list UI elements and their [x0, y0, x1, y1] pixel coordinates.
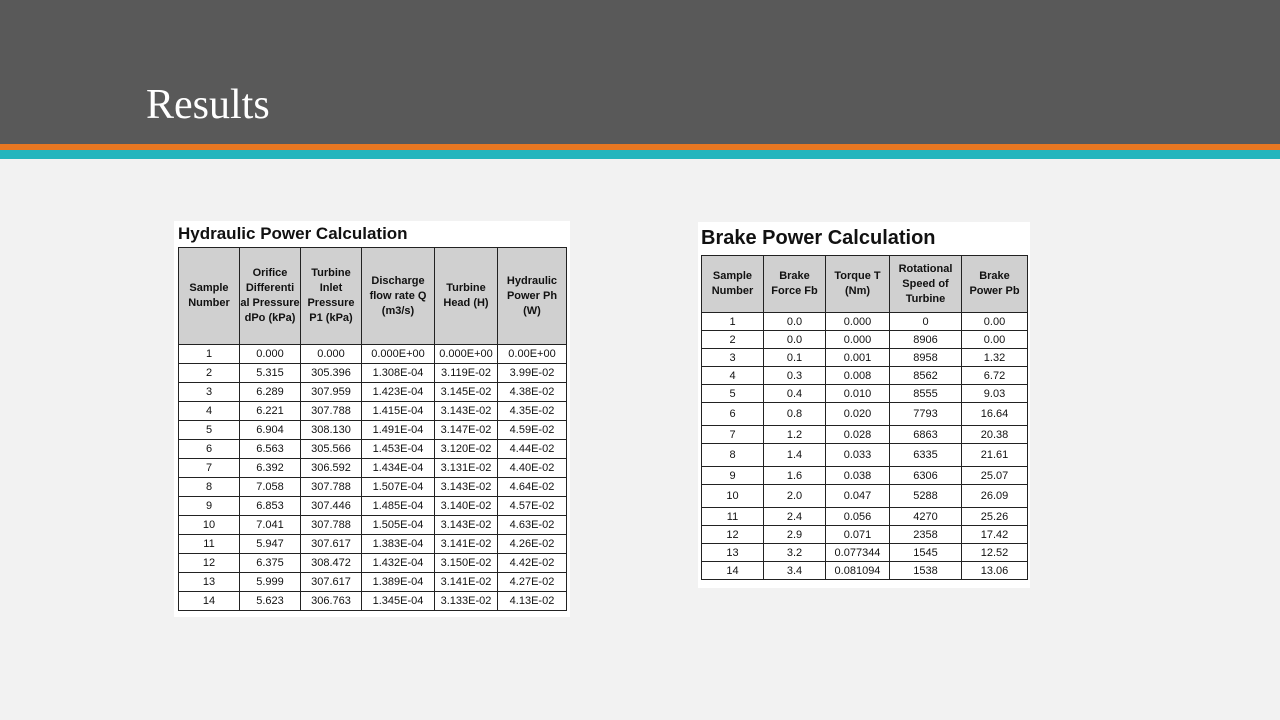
column-header: Brake Force Fb	[764, 256, 826, 313]
column-header: Sample Number	[702, 256, 764, 313]
table-row	[179, 383, 567, 402]
table-row	[179, 497, 567, 516]
table-cell: 306.592	[301, 459, 362, 478]
table-cell: 14	[179, 592, 240, 611]
table-row	[702, 562, 1028, 580]
brake-table-title: Brake Power Calculation	[701, 227, 936, 249]
table-cell: 0.3	[764, 367, 826, 385]
table-cell: 307.446	[301, 497, 362, 516]
table-cell: 0.00	[962, 331, 1028, 349]
table-cell: 1.345E-04	[362, 592, 435, 611]
table-header-row	[179, 248, 567, 345]
table-cell: 308.472	[301, 554, 362, 573]
table-row	[179, 516, 567, 535]
table-cell: 1.308E-04	[362, 364, 435, 383]
table-cell: 4.64E-02	[498, 478, 567, 497]
column-header: Sample Number	[179, 248, 240, 345]
table-row	[702, 544, 1028, 562]
table-cell: 0.001	[826, 349, 890, 367]
table-cell: 3.147E-02	[435, 421, 498, 440]
table-cell: 0.056	[826, 508, 890, 526]
table-cell: 2	[179, 364, 240, 383]
table-cell: 4.26E-02	[498, 535, 567, 554]
table-cell: 2358	[890, 526, 962, 544]
table-cell: 7.058	[240, 478, 301, 497]
table-cell: 0.038	[826, 467, 890, 485]
column-header: Turbine Head (H)	[435, 248, 498, 345]
table-cell: 8	[179, 478, 240, 497]
table-cell: 12	[702, 526, 764, 544]
table-row	[179, 402, 567, 421]
table-cell: 7	[179, 459, 240, 478]
table-cell: 1.485E-04	[362, 497, 435, 516]
table-row	[702, 331, 1028, 349]
column-header: Brake Power Pb	[962, 256, 1028, 313]
table-cell: 4	[702, 367, 764, 385]
table-cell: 21.61	[962, 444, 1028, 467]
table-cell: 6.72	[962, 367, 1028, 385]
table-row	[179, 440, 567, 459]
table-row	[179, 459, 567, 478]
table-cell: 4.40E-02	[498, 459, 567, 478]
table-row	[702, 385, 1028, 403]
table-row	[702, 349, 1028, 367]
table-cell: 1.383E-04	[362, 535, 435, 554]
table-cell: 3	[702, 349, 764, 367]
table-cell: 2.9	[764, 526, 826, 544]
table-row	[702, 485, 1028, 508]
table-row	[702, 403, 1028, 426]
table-cell: 0.000	[826, 313, 890, 331]
table-cell: 0.000E+00	[435, 345, 498, 364]
column-header: Turbine Inlet Pressure P1 (kPa)	[301, 248, 362, 345]
table-cell: 10	[179, 516, 240, 535]
table-header-row	[702, 256, 1028, 313]
table-cell: 5288	[890, 485, 962, 508]
table-cell: 1.6	[764, 467, 826, 485]
table-row	[702, 467, 1028, 485]
table-cell: 0.4	[764, 385, 826, 403]
table-cell: 5.947	[240, 535, 301, 554]
table-cell: 16.64	[962, 403, 1028, 426]
table-cell: 0.0	[764, 313, 826, 331]
table-cell: 4.38E-02	[498, 383, 567, 402]
table-cell: 3.141E-02	[435, 535, 498, 554]
table-cell: 0.000	[240, 345, 301, 364]
table-cell: 5	[702, 385, 764, 403]
table-cell: 3.140E-02	[435, 497, 498, 516]
column-header: Torque T (Nm)	[826, 256, 890, 313]
table-cell: 6.853	[240, 497, 301, 516]
table-cell: 307.788	[301, 478, 362, 497]
table-cell: 3.145E-02	[435, 383, 498, 402]
table-cell: 8906	[890, 331, 962, 349]
table-cell: 1.505E-04	[362, 516, 435, 535]
table-cell: 0.047	[826, 485, 890, 508]
table-cell: 6863	[890, 426, 962, 444]
table-cell: 6.289	[240, 383, 301, 402]
table-cell: 5.623	[240, 592, 301, 611]
table-cell: 11	[702, 508, 764, 526]
table-cell: 4.57E-02	[498, 497, 567, 516]
table-cell: 5.315	[240, 364, 301, 383]
table-cell: 306.763	[301, 592, 362, 611]
table-cell: 9.03	[962, 385, 1028, 403]
slide-title: Results	[146, 82, 270, 128]
table-cell: 3.141E-02	[435, 573, 498, 592]
table-cell: 13	[179, 573, 240, 592]
table-cell: 307.788	[301, 516, 362, 535]
table-cell: 4.63E-02	[498, 516, 567, 535]
table-cell: 0.020	[826, 403, 890, 426]
table-cell: 3.120E-02	[435, 440, 498, 459]
table-cell: 11	[179, 535, 240, 554]
table-cell: 20.38	[962, 426, 1028, 444]
table-cell: 0.00	[962, 313, 1028, 331]
slide-header-bar	[0, 0, 1280, 144]
table-cell: 17.42	[962, 526, 1028, 544]
table-cell: 1.434E-04	[362, 459, 435, 478]
table-cell: 0.0	[764, 331, 826, 349]
hydraulic-power-table	[178, 247, 567, 611]
table-cell: 0.000	[826, 331, 890, 349]
table-cell: 3.2	[764, 544, 826, 562]
table-cell: 5.999	[240, 573, 301, 592]
table-cell: 3.4	[764, 562, 826, 580]
table-cell: 307.617	[301, 535, 362, 554]
table-cell: 0.081094	[826, 562, 890, 580]
table-cell: 4.44E-02	[498, 440, 567, 459]
table-cell: 14	[702, 562, 764, 580]
table-cell: 26.09	[962, 485, 1028, 508]
hydraulic-power-table-image	[174, 221, 570, 617]
table-cell: 6.392	[240, 459, 301, 478]
table-cell: 8958	[890, 349, 962, 367]
table-row	[179, 535, 567, 554]
table-cell: 1.432E-04	[362, 554, 435, 573]
table-cell: 1	[702, 313, 764, 331]
table-cell: 0.033	[826, 444, 890, 467]
column-header: Orifice Differenti al Pressure dPo (kPa)	[240, 248, 301, 345]
table-cell: 25.07	[962, 467, 1028, 485]
table-cell: 9	[702, 467, 764, 485]
table-cell: 13.06	[962, 562, 1028, 580]
table-cell: 0.00E+00	[498, 345, 567, 364]
table-cell: 6	[179, 440, 240, 459]
table-cell: 2	[702, 331, 764, 349]
column-header: Rotational Speed of Turbine	[890, 256, 962, 313]
table-cell: 3.143E-02	[435, 402, 498, 421]
table-cell: 3.143E-02	[435, 516, 498, 535]
table-row	[702, 367, 1028, 385]
table-cell: 6	[702, 403, 764, 426]
table-cell: 6.221	[240, 402, 301, 421]
table-cell: 305.396	[301, 364, 362, 383]
table-cell: 3.99E-02	[498, 364, 567, 383]
table-cell: 0.008	[826, 367, 890, 385]
table-cell: 5	[179, 421, 240, 440]
table-cell: 3.133E-02	[435, 592, 498, 611]
table-cell: 7.041	[240, 516, 301, 535]
table-row	[179, 554, 567, 573]
table-cell: 1.507E-04	[362, 478, 435, 497]
table-cell: 3.131E-02	[435, 459, 498, 478]
table-cell: 3	[179, 383, 240, 402]
table-cell: 0.000E+00	[362, 345, 435, 364]
table-cell: 6.563	[240, 440, 301, 459]
table-cell: 4270	[890, 508, 962, 526]
column-header: Hydraulic Power Ph (W)	[498, 248, 567, 345]
table-row	[702, 444, 1028, 467]
brake-power-table-image	[698, 222, 1030, 588]
table-cell: 1.32	[962, 349, 1028, 367]
table-cell: 6.904	[240, 421, 301, 440]
table-cell: 307.959	[301, 383, 362, 402]
table-row	[179, 421, 567, 440]
table-row	[702, 313, 1028, 331]
table-row	[179, 573, 567, 592]
table-cell: 8562	[890, 367, 962, 385]
table-cell: 25.26	[962, 508, 1028, 526]
table-cell: 0	[890, 313, 962, 331]
table-cell: 1.415E-04	[362, 402, 435, 421]
table-cell: 12.52	[962, 544, 1028, 562]
table-cell: 1.4	[764, 444, 826, 467]
table-row	[179, 364, 567, 383]
table-row	[702, 526, 1028, 544]
table-cell: 1.423E-04	[362, 383, 435, 402]
table-cell: 4.42E-02	[498, 554, 567, 573]
table-cell: 1.491E-04	[362, 421, 435, 440]
hydraulic-table-title: Hydraulic Power Calculation	[178, 224, 408, 243]
table-cell: 6.375	[240, 554, 301, 573]
table-cell: 10	[702, 485, 764, 508]
table-row	[179, 345, 567, 364]
table-cell: 0.010	[826, 385, 890, 403]
table-cell: 1545	[890, 544, 962, 562]
table-cell: 0.1	[764, 349, 826, 367]
table-row	[702, 426, 1028, 444]
table-cell: 307.788	[301, 402, 362, 421]
table-cell: 12	[179, 554, 240, 573]
table-cell: 1	[179, 345, 240, 364]
table-cell: 8555	[890, 385, 962, 403]
table-cell: 1.389E-04	[362, 573, 435, 592]
table-row	[179, 478, 567, 497]
table-cell: 308.130	[301, 421, 362, 440]
brake-power-table	[701, 255, 1028, 580]
column-header: Discharge flow rate Q (m3/s)	[362, 248, 435, 345]
table-cell: 4.27E-02	[498, 573, 567, 592]
table-cell: 9	[179, 497, 240, 516]
table-cell: 4.59E-02	[498, 421, 567, 440]
table-row	[179, 592, 567, 611]
table-cell: 13	[702, 544, 764, 562]
table-cell: 0.000	[301, 345, 362, 364]
table-cell: 4.13E-02	[498, 592, 567, 611]
table-cell: 3.150E-02	[435, 554, 498, 573]
table-cell: 1.453E-04	[362, 440, 435, 459]
accent-stripe-teal	[0, 150, 1280, 159]
table-cell: 3.143E-02	[435, 478, 498, 497]
table-cell: 8	[702, 444, 764, 467]
table-cell: 1.2	[764, 426, 826, 444]
table-cell: 0.077344	[826, 544, 890, 562]
table-cell: 0.8	[764, 403, 826, 426]
table-cell: 4	[179, 402, 240, 421]
table-cell: 305.566	[301, 440, 362, 459]
table-cell: 307.617	[301, 573, 362, 592]
table-cell: 3.119E-02	[435, 364, 498, 383]
table-cell: 2.4	[764, 508, 826, 526]
table-cell: 0.028	[826, 426, 890, 444]
table-cell: 0.071	[826, 526, 890, 544]
table-cell: 6306	[890, 467, 962, 485]
table-cell: 6335	[890, 444, 962, 467]
table-row	[702, 508, 1028, 526]
table-cell: 7	[702, 426, 764, 444]
table-cell: 4.35E-02	[498, 402, 567, 421]
table-cell: 7793	[890, 403, 962, 426]
table-cell: 1538	[890, 562, 962, 580]
table-cell: 2.0	[764, 485, 826, 508]
